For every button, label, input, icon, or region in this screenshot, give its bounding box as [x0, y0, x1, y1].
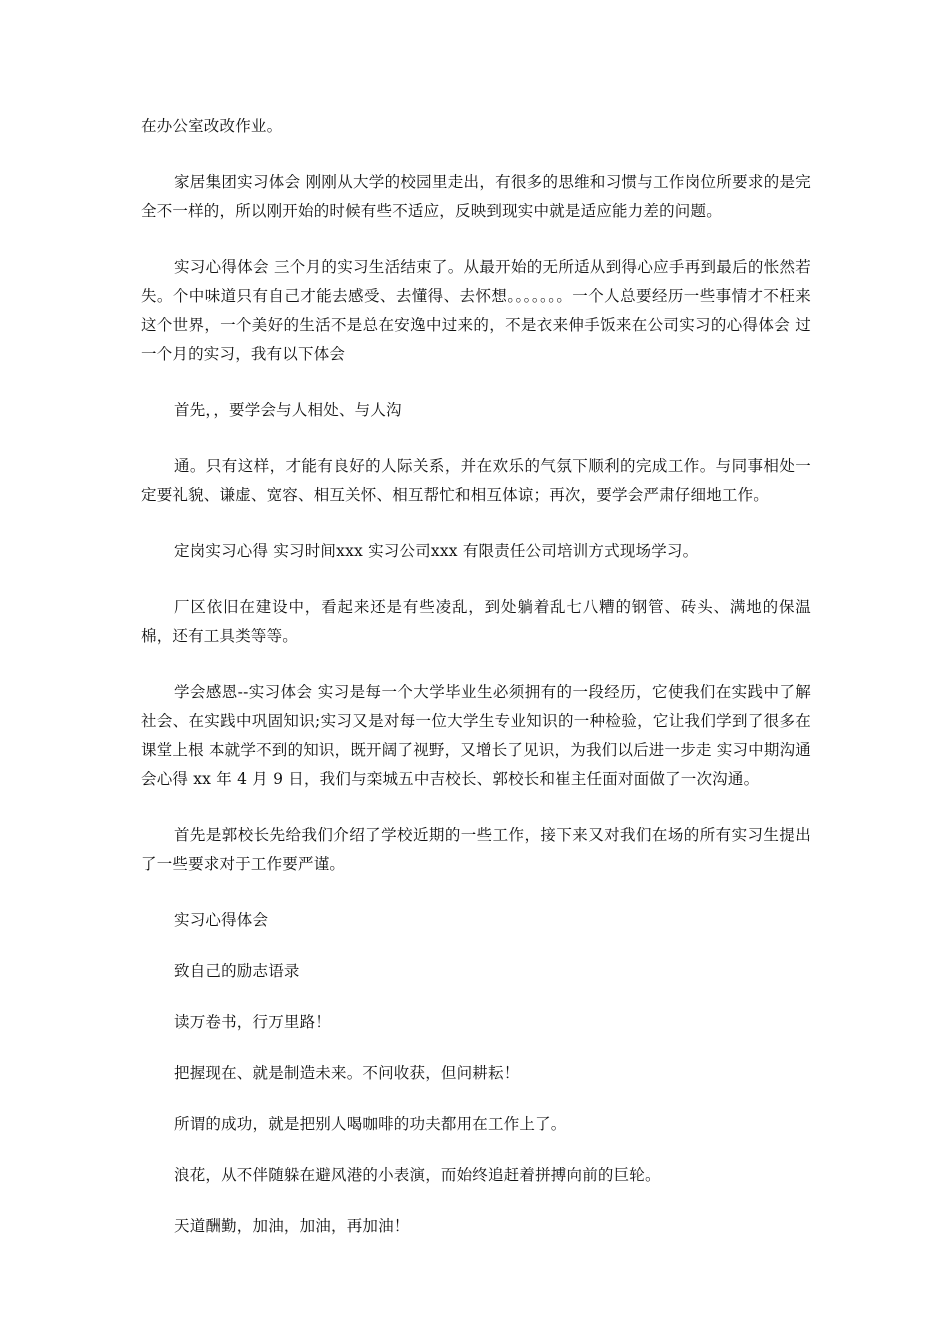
paragraph: 在办公室改改作业。	[141, 117, 283, 135]
quote-line: 读万卷书，行万里路！	[174, 1013, 332, 1031]
paragraph: 首先，，要学会与人相处、与人沟	[174, 401, 402, 419]
document-body	[141, 112, 811, 1263]
paragraph: 定岗实习心得 实习时间xxx 实习公司xxx 有限责任公司培训方式现场学习。	[174, 542, 699, 560]
paragraph: 通。只有这样，才能有良好的人际关系，并在欢乐的气氛下顺利的完成工作。与同事相处一定要礼貌、谦虚、宽容、相互关怀、相互帮忙和相互体谅；再次，要学会严肃仔细地工作。	[141, 457, 811, 504]
heading-line: 致自己的励志语录	[174, 962, 300, 980]
paragraph: 家居集团实习体会 刚刚从大学的校园里走出，有很多的思维和习惯与工作岗位所要求的是完全不一样的，所以刚开始的时候有些不适应，反映到现实中就是适应能力差的问题。	[141, 173, 811, 220]
quote-line: 所谓的成功，就是把别人喝咖啡的功夫都用在工作上了。	[174, 1115, 567, 1133]
quote-line: 天道酬勤，加油，加油，再加油！	[174, 1217, 410, 1235]
paragraph: 学会感恩--实习体会 实习是每一个大学毕业生必须拥有的一段经历，它使我们在实践中了解社会、在实践中巩固知识;实习又是对每一位大学生专业知识的一种检验，它让我们学到了很多在课堂上根 本就学不到的知识，既开阔了视野，又增长了见识，为我们以后进一步走 实习中期沟通会心得 xx 年 4 月 9 日，我们与栾城五中吉校长、郭校长和崔主任面对面做了一次沟通。	[141, 683, 811, 788]
quote-line: 把握现在、就是制造未来。不问收获，但问耕耘！	[174, 1064, 520, 1082]
quote-line: 浪花，从不伴随躲在避风港的小表演，而始终追赶着拼搏向前的巨轮。	[174, 1166, 661, 1184]
paragraph: 厂区依旧在建设中，看起来还是有些凌乱，到处躺着乱七八糟的钢管、砖头、满地的保温棉，还有工具类等等。	[141, 598, 811, 645]
heading-line: 实习心得体会	[174, 911, 269, 929]
paragraph: 实习心得体会 三个月的实习生活结束了。从最开始的无所适从到得心应手再到最后的怅然若失。个中味道只有自己才能去感受、去懂得、去怀想。。。。。。。一个人总要经历一些事情才不枉来这个世界，一个美好的生活不是总在安逸中过来的，不是衣来伸手饭来在公司实习的心得体会 过一个月的实习，我有以下体会	[141, 258, 811, 363]
paragraph: 首先是郭校长先给我们介绍了学校近期的一些工作，接下来又对我们在场的所有实习生提出了一些要求对于工作要严谨。	[141, 826, 811, 873]
